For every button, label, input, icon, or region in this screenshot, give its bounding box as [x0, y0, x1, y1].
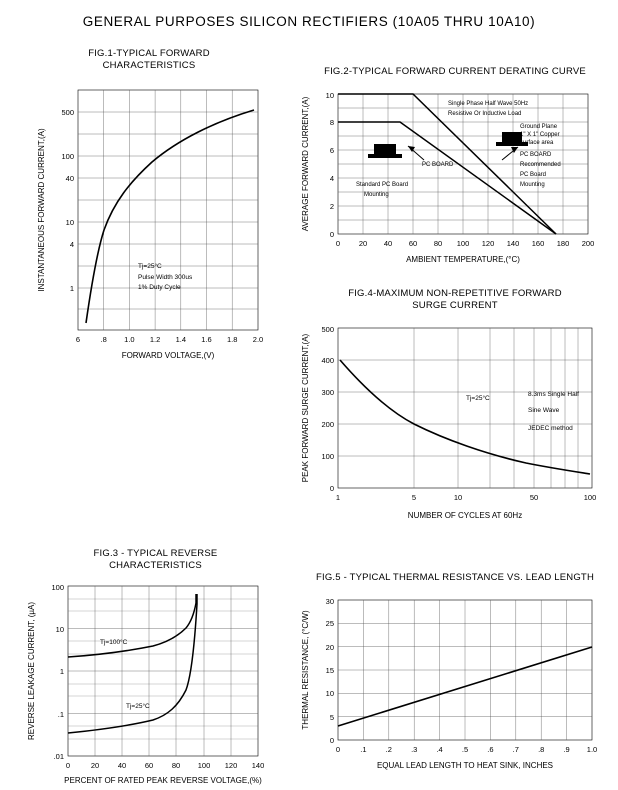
- fig5-xtick-10: 1.0: [586, 745, 598, 754]
- fig1-xtick-3: 1.2: [149, 335, 161, 344]
- fig1-ytick-3: 10: [65, 218, 74, 227]
- fig1-note-2: 1% Duty Cycle: [138, 284, 181, 291]
- figure-3-svg: [18, 578, 293, 790]
- fig5-xtick-8: .8: [538, 745, 545, 754]
- fig3-ytick-2: 1: [59, 667, 64, 676]
- fig5-xtick-1: .1: [360, 745, 367, 754]
- fig4-xtick-4: 100: [583, 493, 597, 502]
- fig2-xtick-6: 120: [481, 239, 495, 248]
- fig2-note-5: PC BOARD: [520, 152, 552, 158]
- fig5-ylabel: THERMAL RESISTANCE, (°C/W): [301, 610, 310, 730]
- fig4-ytick-4: 400: [321, 356, 334, 365]
- fig5-xtick-0: 0: [335, 745, 341, 754]
- fig3-xtick-0: 0: [65, 761, 71, 770]
- fig5-xlabel: EQUAL LEAD LENGTH TO HEAT SINK, INCHES: [376, 761, 554, 770]
- fig2-ytick-4: 8: [329, 118, 334, 127]
- fig2-xtick-10: 200: [581, 239, 595, 248]
- fig2-note-4: surface area: [520, 140, 554, 146]
- figure-4-plot: [296, 320, 614, 532]
- fig1-note-0: Tj=25°C: [138, 263, 162, 270]
- fig5-ytick-1: 5: [329, 713, 334, 722]
- figure-1-curve: [86, 110, 254, 323]
- fig1-ytick-2: 40: [65, 174, 74, 183]
- fig1-ytick-0: 500: [61, 108, 74, 117]
- fig5-ytick-2: 10: [325, 689, 334, 698]
- fig5-xtick-5: .5: [461, 745, 469, 754]
- fig4-note-0: Tj=25°C: [466, 395, 490, 402]
- fig1-xtick-2: 1.0: [124, 335, 135, 344]
- fig5-ytick-6: 30: [325, 597, 334, 606]
- fig5-xtick-3: .3: [411, 745, 418, 754]
- fig2-note-8: Mounting: [520, 182, 545, 188]
- figure-3-title: FIG.3 - TYPICAL REVERSE CHARACTERISTICS: [93, 548, 218, 571]
- fig2-ytick-3: 6: [329, 146, 334, 155]
- fig5-xtick-7: .7: [512, 745, 519, 754]
- fig2-xtick-5: 100: [456, 239, 470, 248]
- fig2-xtick-8: 160: [531, 239, 545, 248]
- fig3-xtick-5: 100: [197, 761, 211, 770]
- fig2-note-6: Recommended: [520, 162, 561, 168]
- fig5-ytick-4: 20: [325, 643, 334, 652]
- fig1-ytick-5: 1: [69, 284, 74, 293]
- fig2-xtick-2: 40: [383, 239, 393, 248]
- fig3-xlabel: PERCENT OF RATED PEAK REVERSE VOLTAGE,(%): [64, 776, 262, 785]
- figure-2-svg: [296, 86, 614, 286]
- figure-2: [296, 66, 614, 286]
- fig2-ytick-0: 0: [329, 230, 334, 239]
- fig1-xtick-1: .8: [100, 335, 107, 344]
- figure-1-title: FIG.1-TYPICAL FORWARD CHARACTERISTICS: [88, 48, 210, 71]
- fig5-xtick-9: .9: [563, 745, 570, 754]
- fig3-xtick-4: 80: [171, 761, 181, 770]
- fig1-ytick-4: 4: [69, 240, 74, 249]
- figure-3-plot: [18, 578, 293, 790]
- fig4-ytick-5: 500: [321, 325, 334, 334]
- figure-4-curve: [340, 360, 590, 474]
- figure-4-svg: [296, 320, 614, 532]
- fig4-ytick-2: 200: [321, 420, 334, 429]
- page-title: GENERAL PURPOSES SILICON RECTIFIERS (10A05 THRU 10A10): [82, 14, 536, 29]
- fig3-ytick-4: .01: [53, 752, 64, 761]
- figure-2-plot: [296, 86, 614, 286]
- fig2-ytick-2: 4: [329, 174, 334, 183]
- fig5-xtick-6: .6: [487, 745, 494, 754]
- fig2-note-9: PC BOARD: [422, 162, 454, 168]
- figure-1-svg: [18, 80, 280, 380]
- fig5-xtick-4: .4: [436, 745, 443, 754]
- fig5-ytick-3: 15: [325, 666, 334, 675]
- fig3-xtick-6: 120: [224, 761, 238, 770]
- fig1-note-1: Pulse Width 300us: [138, 274, 193, 281]
- fig3-ytick-3: .1: [57, 710, 64, 719]
- fig2-note-10: Standard PC Board: [356, 182, 409, 188]
- figure-4-title: FIG.4-MAXIMUM NON-REPETITIVE FORWARD SURGE CURRENT: [348, 288, 562, 311]
- fig3-ytick-1: 10: [55, 625, 64, 634]
- fig3-ylabel: REVERSE LEAKAGE CURRENT, (µA): [27, 602, 36, 740]
- fig4-note-1: 8.3ms Single Half: [528, 391, 579, 398]
- fig4-xtick-3: 50: [529, 493, 539, 502]
- fig2-ytick-1: 2: [329, 202, 334, 211]
- figure-2-package-icon-left: [368, 144, 402, 158]
- fig1-xtick-6: 1.8: [226, 335, 238, 344]
- figure-2-title: FIG.2-TYPICAL FORWARD CURRENT DERATING CURVE: [324, 66, 586, 77]
- fig2-ylabel: AVERAGE FORWARD CURRENT,(A): [301, 96, 310, 232]
- figure-1: [18, 48, 280, 380]
- fig2-xtick-3: 60: [408, 239, 418, 248]
- fig3-note-1: Tj=25°C: [126, 703, 150, 710]
- fig3-xtick-2: 40: [117, 761, 127, 770]
- figure-5-svg: [296, 592, 614, 778]
- fig2-xtick-7: 140: [506, 239, 520, 248]
- figure-3: [18, 548, 293, 790]
- fig4-xtick-0: 1: [335, 493, 341, 502]
- fig1-xtick-5: 1.6: [201, 335, 212, 344]
- fig4-ytick-3: 300: [321, 388, 334, 397]
- fig1-ytick-1: 100: [61, 152, 74, 161]
- fig1-xtick-0: 6: [75, 335, 81, 344]
- figure-1-plot: [18, 80, 280, 380]
- fig2-note-7: PC Board: [520, 172, 547, 178]
- fig1-ylabel: INSTANTANEOUS FORWARD CURRENT,(A): [37, 128, 46, 292]
- fig2-note-0: Single Phase Half Wave 50Hz: [448, 101, 529, 107]
- fig1-xtick-7: 2.0: [252, 335, 264, 344]
- fig2-xtick-0: 0: [335, 239, 341, 248]
- fig3-xtick-1: 20: [90, 761, 100, 770]
- fig5-ytick-5: 25: [325, 619, 334, 628]
- figure-3-curve-100c: [68, 594, 196, 657]
- fig5-ytick-0: 0: [329, 736, 334, 745]
- fig2-xtick-1: 20: [358, 239, 368, 248]
- fig3-xtick-7: 140: [251, 761, 265, 770]
- fig4-xlabel: NUMBER OF CYCLES AT 60Hz: [407, 511, 523, 520]
- fig4-xtick-2: 10: [453, 493, 463, 502]
- fig4-ytick-0: 0: [329, 484, 334, 493]
- figure-4: [296, 288, 614, 532]
- figure-5-title: FIG.5 - TYPICAL THERMAL RESISTANCE VS. LEAD LENGTH: [316, 572, 594, 583]
- fig4-note-2: Sine Wave: [528, 407, 560, 414]
- fig3-xtick-3: 60: [144, 761, 154, 770]
- fig2-xlabel: AMBIENT TEMPERATURE,(°C): [406, 255, 520, 264]
- fig2-note-1: Resistive Or Inductive Load: [448, 111, 522, 117]
- fig2-xtick-9: 180: [556, 239, 570, 248]
- fig2-xtick-4: 80: [433, 239, 443, 248]
- fig2-note-3: 1" X 1" Copper: [520, 132, 560, 138]
- figure-3-curve-25c: [68, 594, 197, 733]
- fig3-ytick-0: 100: [51, 583, 64, 592]
- fig1-xlabel: FORWARD VOLTAGE,(V): [121, 351, 215, 360]
- fig2-note-11: Mounting: [364, 192, 389, 198]
- fig5-xtick-2: .2: [385, 745, 392, 754]
- fig4-ytick-1: 100: [321, 452, 334, 461]
- figure-5: [296, 572, 614, 778]
- fig4-xtick-1: 5: [411, 493, 417, 502]
- figure-5-plot: [296, 592, 614, 778]
- fig2-ytick-5: 10: [325, 91, 334, 100]
- fig3-note-0: Tj=100°C: [100, 639, 128, 646]
- fig2-note-2: Ground Plane: [520, 124, 558, 130]
- fig4-ylabel: PEAK FORWARD SURGE CURRENT,(A): [301, 333, 310, 483]
- fig4-note-3: JEDEC method: [528, 425, 573, 432]
- fig1-xtick-4: 1.4: [175, 335, 187, 344]
